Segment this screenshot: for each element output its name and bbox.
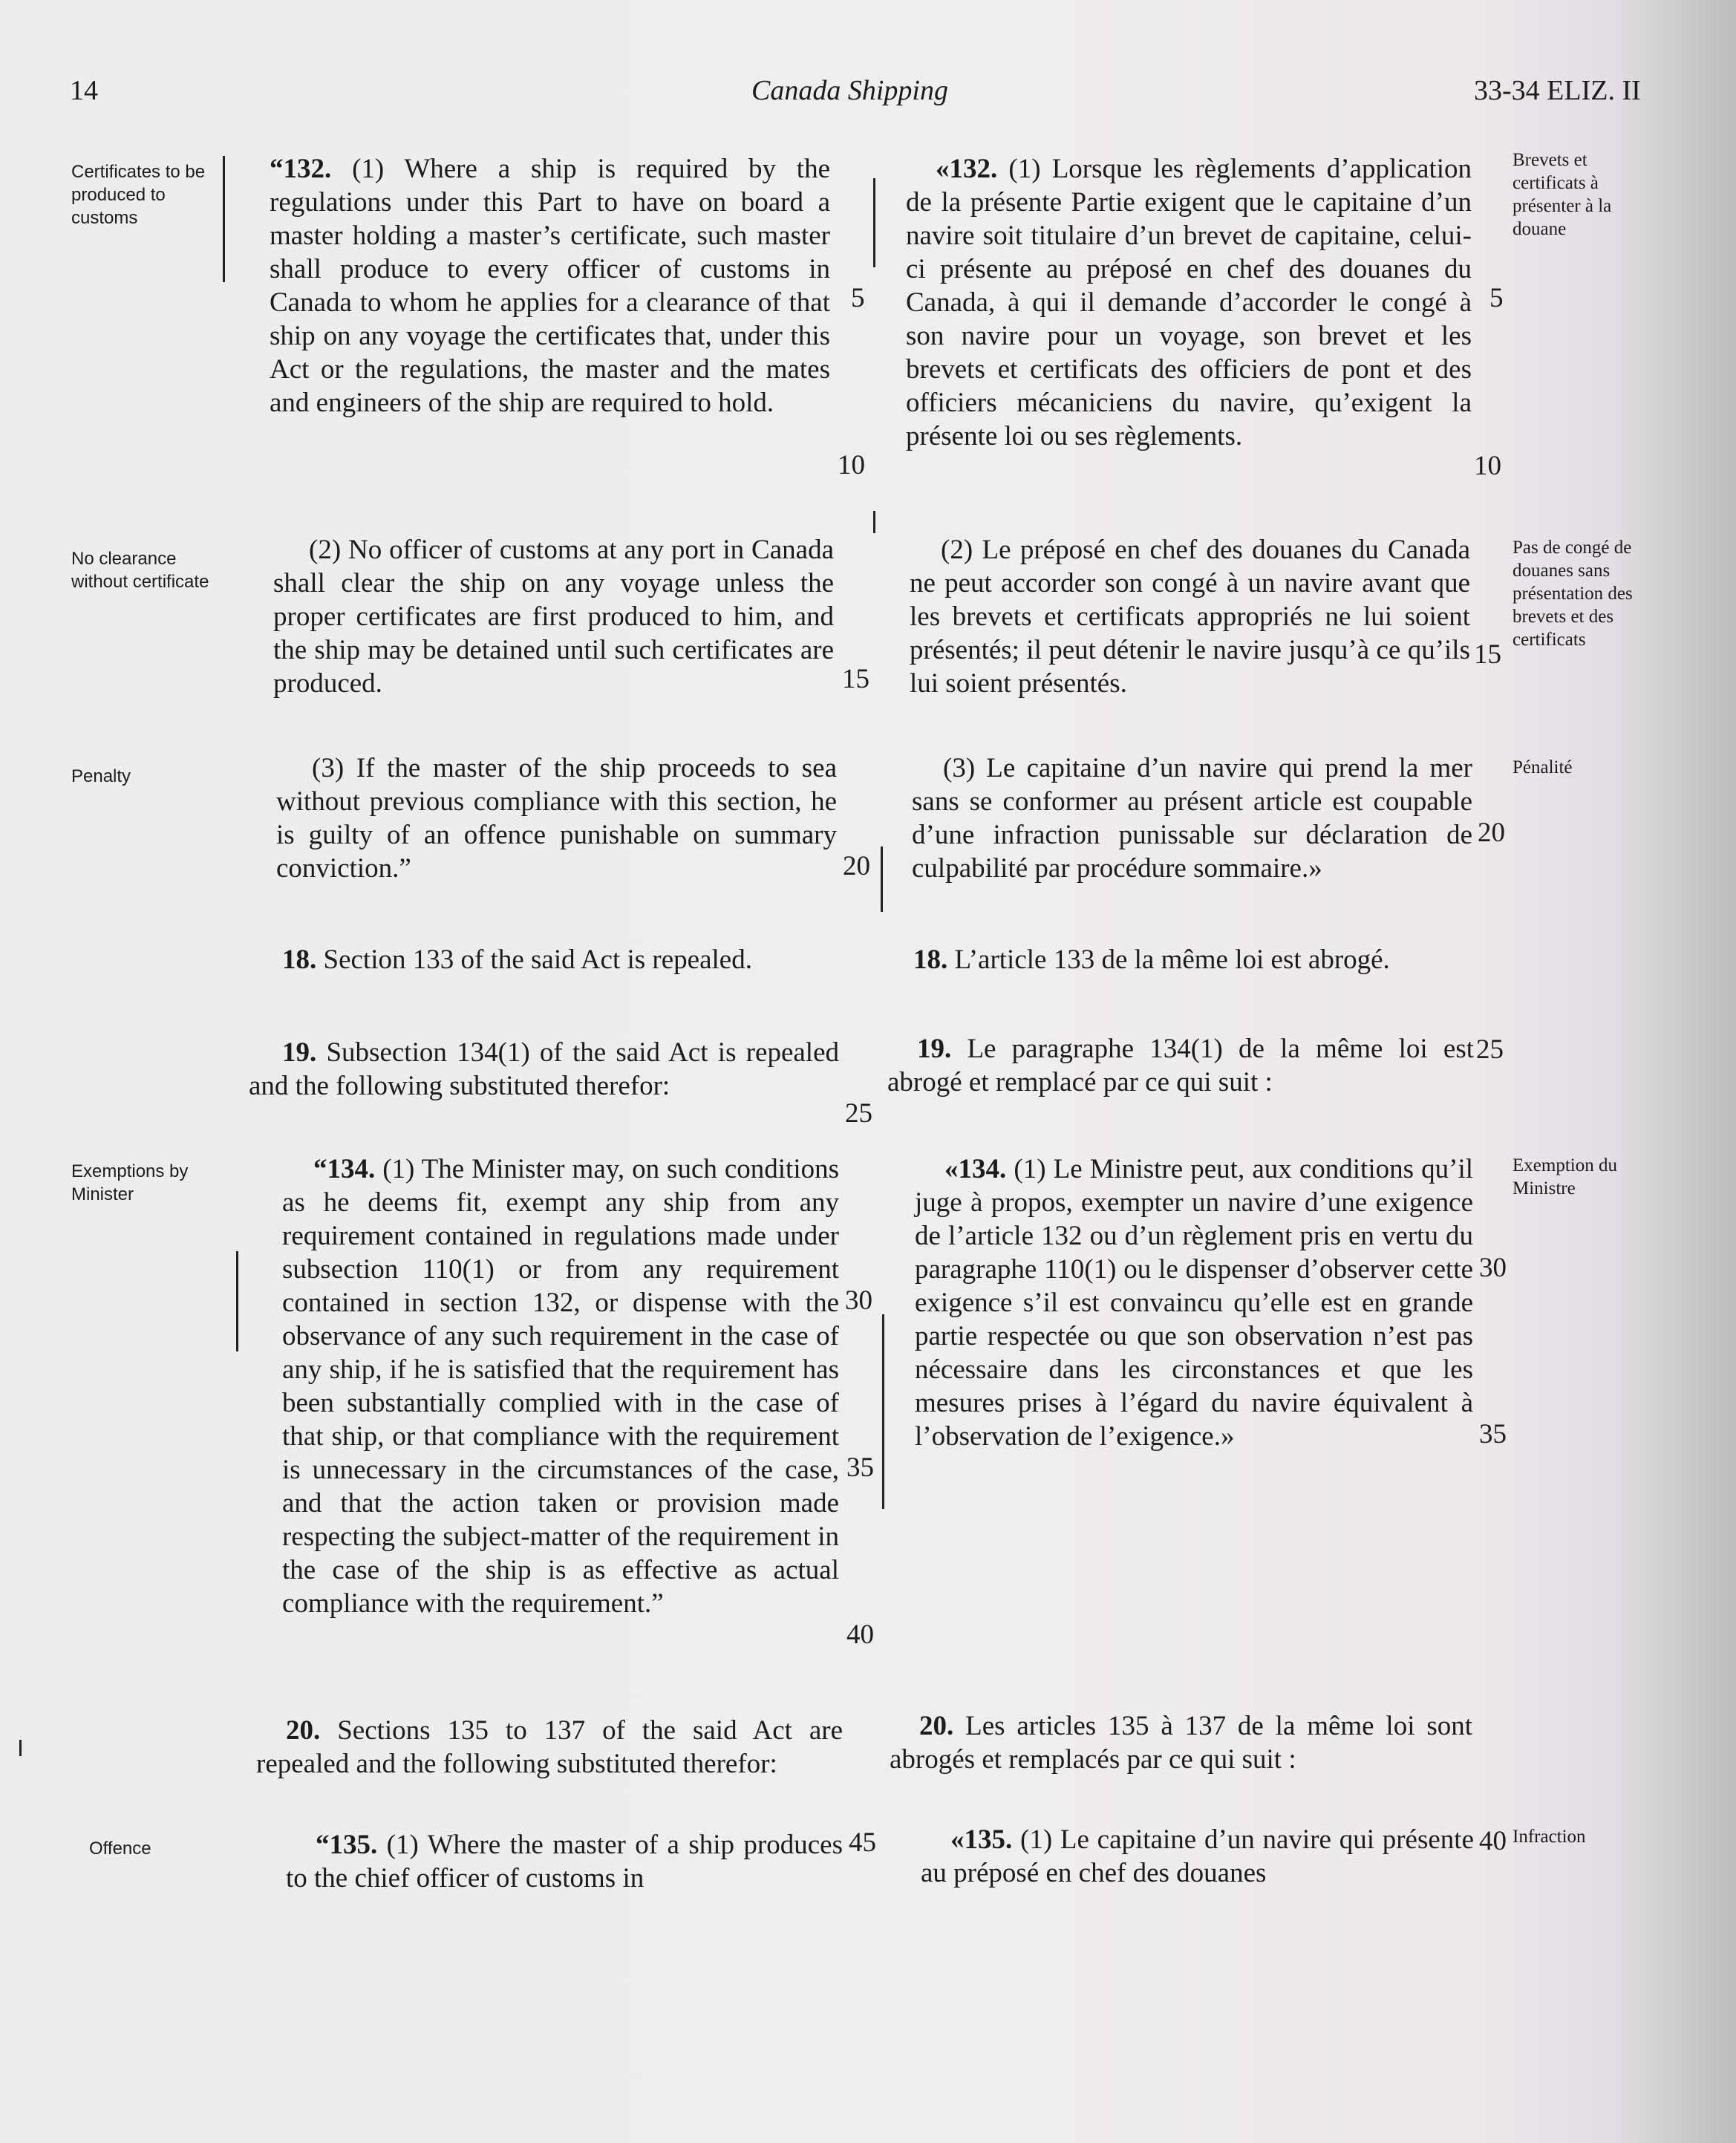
line-number: 25	[1476, 1034, 1504, 1065]
line-number: 20	[1478, 818, 1505, 848]
en-amendment-18: 18. Section 133 of the said Act is repealed.	[282, 945, 752, 975]
line-number: 25	[845, 1098, 872, 1129]
fr-amendment-number: 19.	[917, 1034, 952, 1064]
line-number: 30	[1479, 1253, 1507, 1283]
fr-section-135-1: «135. (1) Le capitaine d’un navire qui présente au préposé en chef des douanes	[921, 1824, 1474, 1888]
margin-note-infraction: Infraction	[1513, 1827, 1586, 1847]
en-section-132-2: (2) No officer of customs at any port in Canada shall clear the ship on any voyage unless the proper certificates are first produced to him, and the ship may be detained until such certificates are produced.	[273, 535, 834, 699]
line-number: 45	[849, 1827, 876, 1858]
line-number: 10	[838, 450, 865, 480]
fr-amendment-19: 19. Le paragraphe 134(1) de la même loi est abrogé et remplacé par ce qui suit :	[887, 1034, 1475, 1097]
fr-amendment-number: 18.	[913, 945, 948, 975]
margin-note-certificates: Certificates to be produced to customs	[71, 162, 206, 228]
change-bar	[19, 1740, 22, 1756]
line-number: 5	[1489, 283, 1504, 313]
margin-note-exemptions: Exemptions by Minister	[71, 1161, 189, 1204]
margin-note-penalite: Pénalité	[1513, 757, 1573, 777]
line-number: 40	[1479, 1826, 1507, 1856]
line-number: 5	[851, 283, 865, 313]
en-section-134-1: “134. (1) The Minister may, on such conditions as he deems fit, exempt any ship from any requirement contained in regulations made under subsection 110(1) or from any requirement contained in section 132, or dispense with the observance of any such requirement in the case of any ship, if he is satisfied that the requirement has been substantially complied with in the case of that ship, or that compliance with the requirement is unnecessary in the circumstances of the case, and that the action taken or provision made respecting the subject-matter of the requirement in the case of the ship is as effective as actual compliance with the requirement.”	[282, 1154, 839, 1619]
margin-note-exemption: Exemption du Ministre	[1513, 1155, 1617, 1198]
fr-amendment-18: 18. L’article 133 de la même loi est abrogé.	[913, 945, 1390, 975]
change-bar	[882, 1314, 884, 1509]
en-amendment-number: 19.	[282, 1037, 317, 1068]
line-number: 20	[843, 851, 870, 881]
margin-note-penalty: Penalty	[71, 766, 131, 786]
fr-section-132-3: (3) Le capitaine d’un navire qui prend la mer sans se conformer au présent article est coupable d’une infraction punissable sur déclaration de culpabilité par procédure sommaire.»	[912, 753, 1472, 884]
en-amendment-number: 18.	[282, 945, 317, 975]
line-number: 35	[1479, 1419, 1507, 1449]
fr-section-132-2: (2) Le préposé en chef des douanes du Canada ne peut accorder son congé à un navire avant que les brevets et certificats appropriés ne lui soient présentés; il peut détenir le navire jusqu’à ce qu’ils lui soient présentés.	[910, 535, 1470, 699]
en-section-number: “134.	[313, 1154, 376, 1184]
fr-amendment-20: 20. Les articles 135 à 137 de la même loi sont abrogés et remplacés par ce qui suit :	[890, 1711, 1472, 1775]
fr-section-number: «132.	[936, 154, 998, 184]
running-title: Canada Shipping	[751, 75, 948, 106]
line-number: 40	[846, 1620, 874, 1650]
en-amendment-19: 19. Subsection 134(1) of the said Act is repealed and the following substituted therefor:	[249, 1037, 839, 1101]
change-bar	[236, 1251, 238, 1351]
fr-section-number: «134.	[944, 1154, 1007, 1184]
en-section-number: “135.	[316, 1830, 378, 1860]
line-number: 15	[842, 664, 869, 694]
margin-note-brevets: Brevets et certificats à présenter à la douane	[1513, 150, 1612, 239]
fr-section-number: «135.	[950, 1824, 1013, 1855]
line-number: 15	[1474, 639, 1501, 670]
change-bar	[873, 511, 875, 533]
change-bar	[881, 847, 883, 912]
en-section-number: “132.	[270, 154, 332, 184]
en-section-132-1: “132. (1) Where a ship is required by the regulations under this Part to have on board a master holding a master’s certificate, such master shall produce to every officer of customs in Canada to whom he applies for a clearance of that ship on any voyage the certificates that, under this Act or the regulations, the master and the mates and engineers of the ship are required to hold.	[270, 154, 831, 418]
fr-amendment-number: 20.	[919, 1711, 954, 1741]
en-section-135-1: “135. (1) Where the master of a ship produces to the chief officer of customs in	[286, 1830, 843, 1894]
fr-section-134-1: «134. (1) Le Ministre peut, aux conditions qu’il juge à propos, exempter un navire d’une exigence de l’article 132 ou d’un règlement pris en vertu du paragraphe 110(1) ou le dispenser d’observer cette exigence s’il est convaincu qu’elle est en grande partie respectée ou que son observation n’est pas nécessaire dans les circonstances et que les mesures prises à l’égard du navire équivalent à l’observation de l’exigence.»	[915, 1154, 1474, 1452]
page-number: 14	[70, 75, 98, 106]
en-section-132-3: (3) If the master of the ship proceeds to sea without previous compliance with this section, he is guilty of an offence punishable on summary conviction.”	[276, 753, 837, 884]
change-bar	[223, 156, 225, 282]
margin-note-no-clearance: No clearance without certificate	[71, 549, 209, 592]
change-bar	[873, 178, 875, 267]
regnal-year: 33-34 ELIZ. II	[1474, 75, 1641, 106]
margin-note-offence: Offence	[89, 1839, 151, 1859]
line-number: 10	[1474, 451, 1501, 481]
line-number: 35	[846, 1452, 874, 1483]
line-number: 30	[845, 1285, 872, 1316]
fr-section-132-1: «132. (1) Lorsque les règlements d’application de la présente Partie exigent que le capitaine d’un navire soit titulaire d’un brevet de capitaine, celui-ci présente au préposé en chef des douanes du Canada, à qui il demande d’accorder le congé à son navire pour un voyage, son brevet et les brevets et certificats des officiers de pont et des officiers mécaniciens du navire, qu’exigent la présente loi ou ses règlements.	[906, 154, 1472, 451]
en-amendment-number: 20.	[286, 1715, 321, 1746]
en-amendment-20: 20. Sections 135 to 137 of the said Act are repealed and the following substituted therefor:	[256, 1715, 843, 1779]
margin-note-pas-de-conge: Pas de congé de douanes sans présentation des brevets et des certificats	[1513, 538, 1633, 650]
